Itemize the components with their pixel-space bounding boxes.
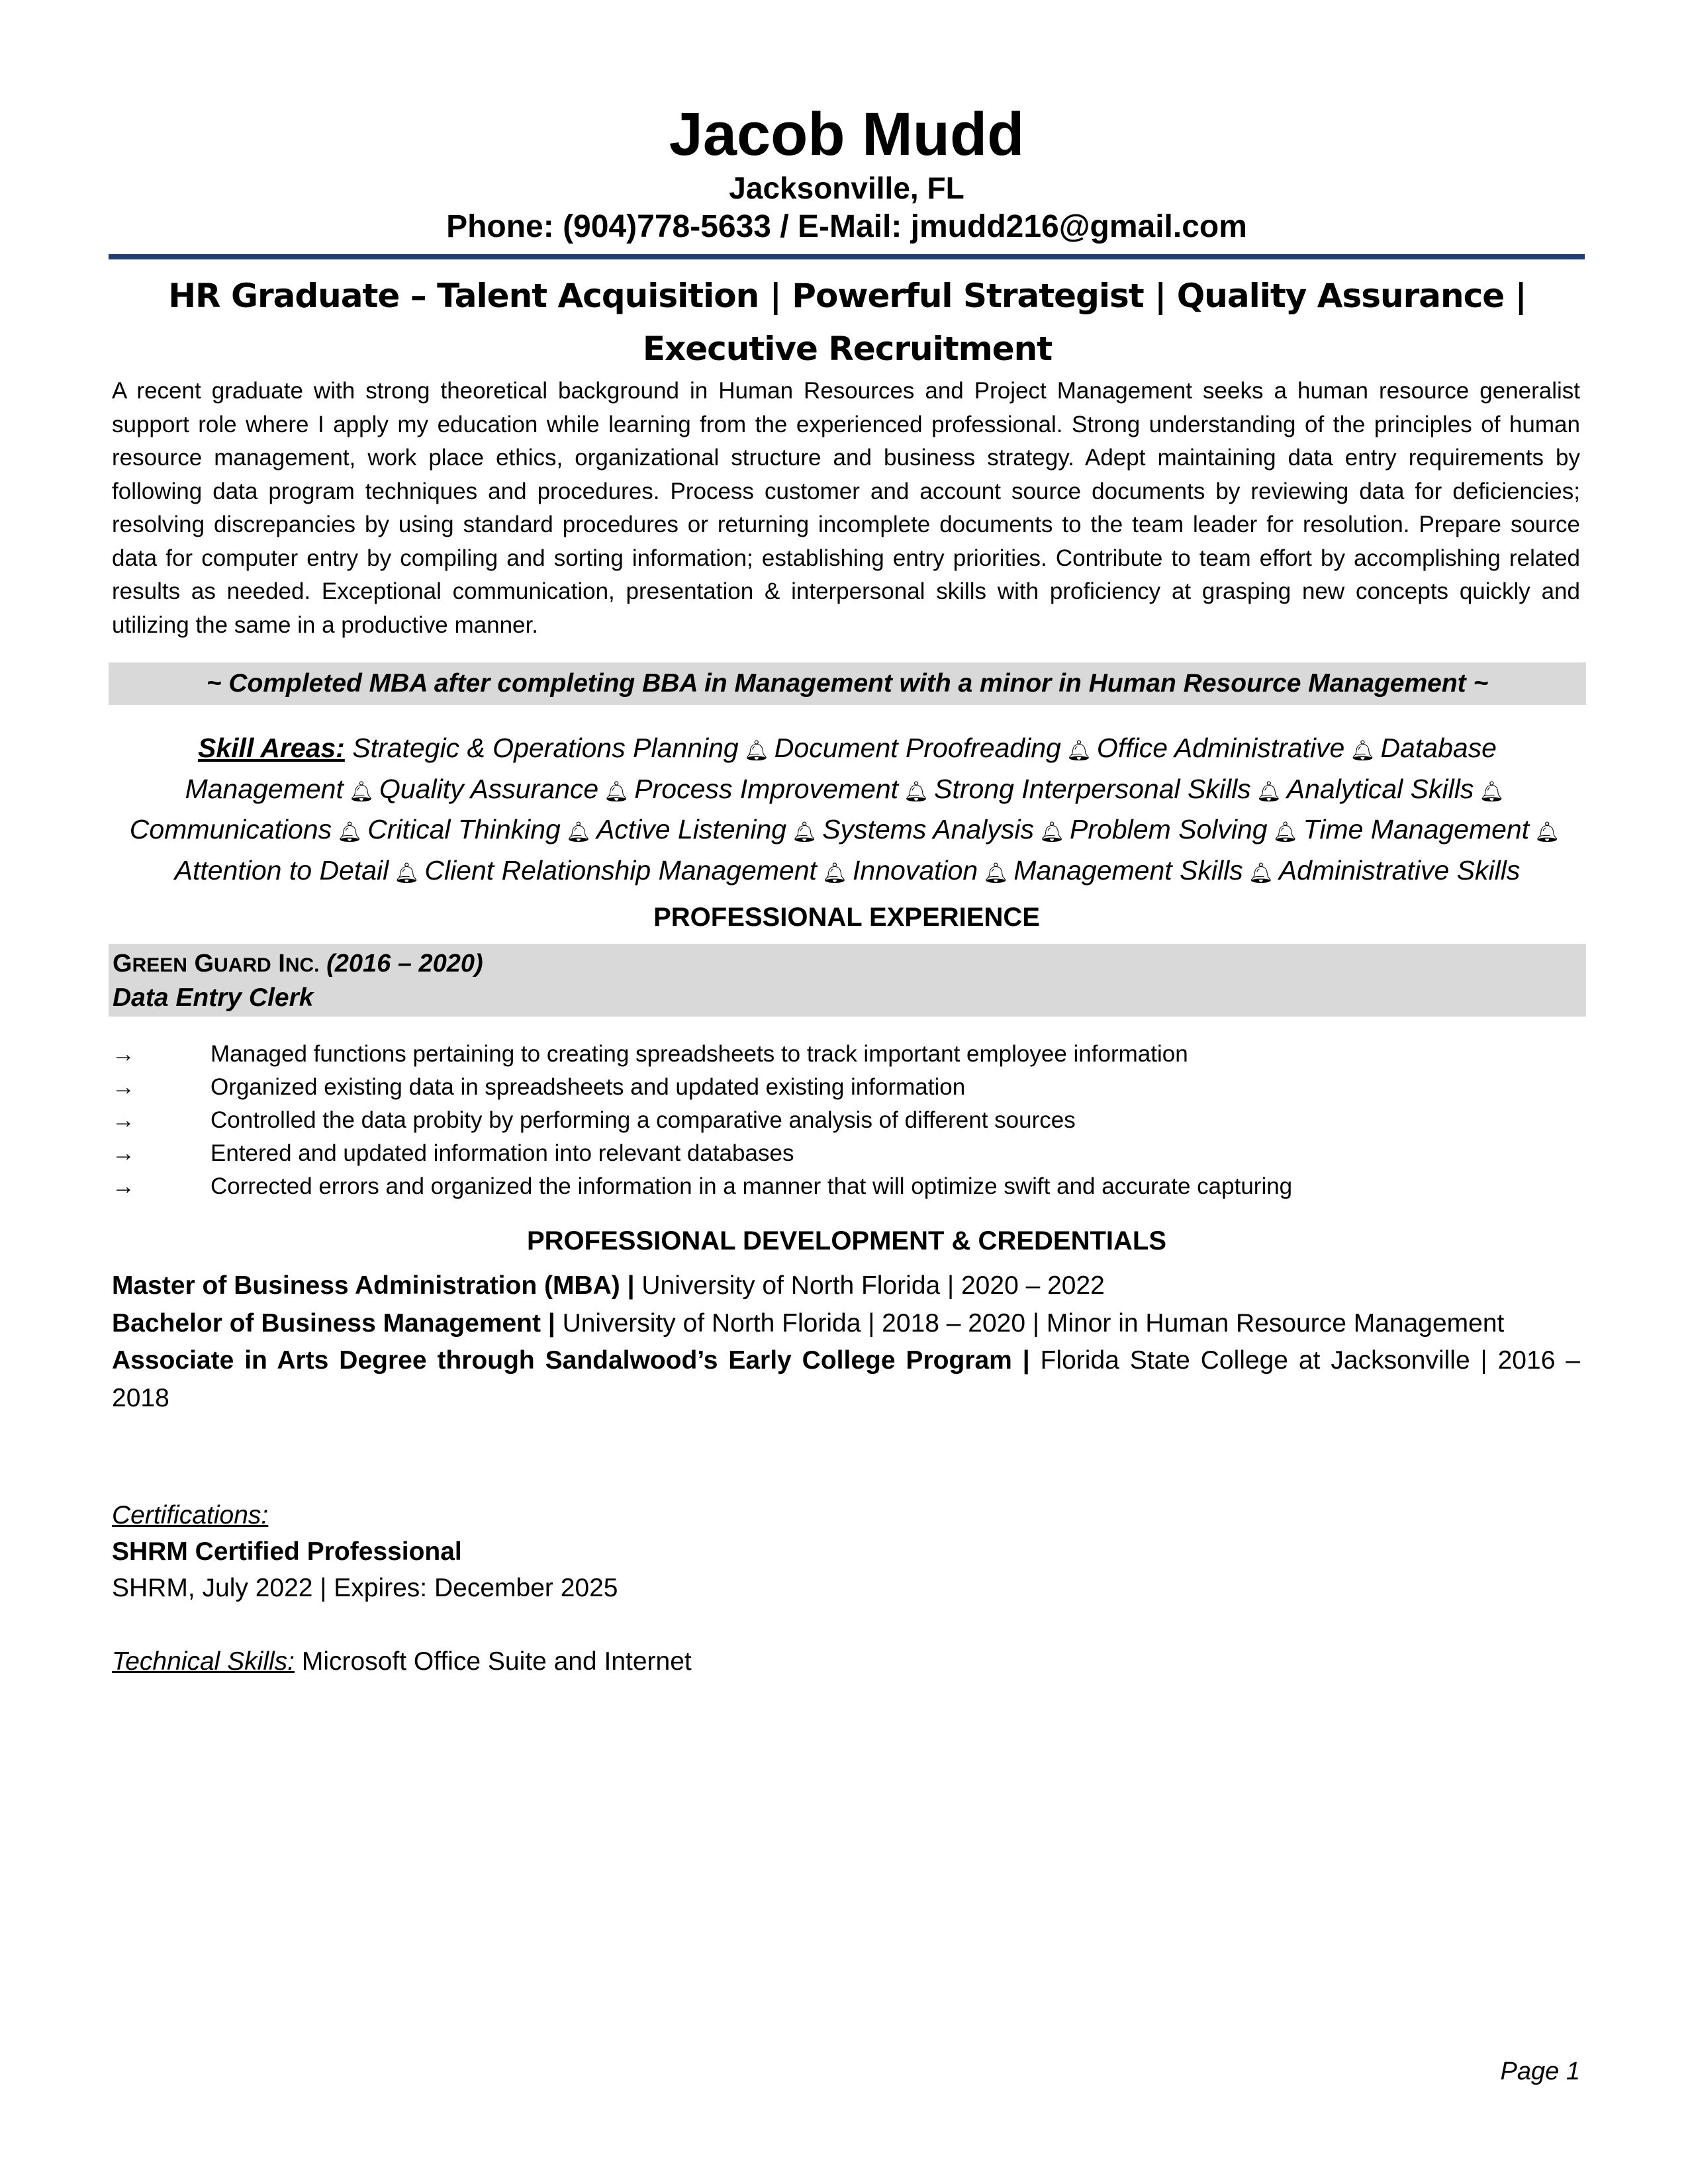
degree-detail: University of North Florida | 2018 – 2020 | Minor in Human Resource Management (562, 1308, 1505, 1338)
arrow-icon: → (112, 1074, 135, 1100)
degree-detail: University of North Florida | 2020 – 2022 (641, 1271, 1105, 1300)
skill-item: Database Management (185, 733, 1497, 804)
skill-item: Strong Interpersonal Skills (934, 773, 1251, 804)
bell-icon: 🔔︎ (1350, 740, 1376, 762)
bell-icon: 🔔︎ (1248, 862, 1274, 884)
bell-icon: 🔔︎ (394, 862, 420, 884)
skill-areas (119, 729, 1575, 892)
bell-icon: 🔔︎ (1272, 821, 1298, 843)
job-role: Data Entry Clerk (113, 983, 314, 1012)
degree-detail: Florida State College at Jacksonville | 2016 – 2018 (112, 1346, 1580, 1412)
section-title-experience: PROFESSIONAL EXPERIENCE (653, 903, 1040, 932)
education-entry (112, 1305, 1580, 1343)
skill-item: Quality Assurance (379, 773, 599, 804)
skill-item: Administrative Skills (1278, 854, 1521, 886)
candidate-name: Jacob Mudd (669, 101, 1025, 168)
skill-item: Process Improvement (634, 773, 899, 804)
technical-skills (112, 1643, 692, 1680)
job-bullet-text: Organized existing data in spreadsheets and updated existing information (211, 1074, 966, 1100)
job-bullet (112, 1104, 1580, 1137)
skill-item: Active Listening (596, 814, 787, 844)
degree-name: Associate in Arts Degree through Sandalwood’s Early College Program | (112, 1346, 1041, 1375)
job-dates: (2016 – 2020) (326, 950, 483, 978)
job-bullet-text: Controlled the data probity by performing a comparative analysis of different sources (211, 1107, 1076, 1133)
section-title-development: PROFESSIONAL DEVELOPMENT & CREDENTIALS (526, 1226, 1166, 1255)
job-bullets (112, 1038, 1580, 1203)
skill-item: Innovation (853, 854, 978, 886)
bell-icon: 🔔︎ (743, 740, 769, 762)
job-bullet (112, 1038, 1580, 1071)
bell-icon: 🔔︎ (348, 780, 374, 803)
job-bullet (112, 1071, 1580, 1104)
job-company-line (113, 948, 483, 981)
skill-item: Management Skills (1013, 854, 1243, 886)
skill-item: Time Management (1303, 814, 1530, 844)
degree-name: Bachelor of Business Management | (112, 1308, 563, 1338)
bell-icon: 🔔︎ (604, 780, 630, 803)
location: Jacksonville, FL (729, 171, 964, 205)
skill-item: Strategic & Operations Planning (352, 733, 739, 763)
technical-skills-value: Microsoft Office Suite and Internet (301, 1647, 692, 1676)
technical-skills-label: Technical Skills: (112, 1647, 295, 1676)
bell-icon: 🔔︎ (565, 821, 591, 843)
bell-icon: 🔔︎ (821, 862, 848, 884)
skill-item: Document Proofreading (774, 733, 1061, 763)
education-entry (112, 1342, 1580, 1417)
skill-item: Critical Thinking (367, 814, 561, 844)
bell-icon: 🔔︎ (1479, 780, 1505, 803)
summary-paragraph: A recent graduate with strong theoretical background in Human Resources and Project Management seeks a human resource generalist support role where I apply my education while learning from the experienced professional. Strong understanding of the principles of human resource management, work place ethics, organizational structure and business strategy. Adept maintaining data entry requirements by following data program techniques and procedures. Process customer and account source documents by reviewing data for deficiencies; resolving discrepancies by using standard procedures or returning incomplete documents to the team leader for resolution. Prepare source data for computer entry by compiling and sorting information; establishing entry priorities. Contribute to team effort by accomplishing related results as needed. Exceptional communication, presentation & interpersonal skills with proficiency at grasping new concepts quickly and utilizing the same in a productive manner. (112, 378, 1580, 638)
education-list (112, 1267, 1580, 1417)
arrow-icon: → (112, 1173, 135, 1199)
company-name: GREEN GUARD INC. (113, 950, 320, 978)
skill-item: Analytical Skills (1286, 773, 1474, 804)
skill-item: Office Administrative (1096, 733, 1345, 763)
skill-list (130, 733, 1565, 886)
job-bullet (112, 1137, 1580, 1170)
header-divider (109, 254, 1585, 259)
job-header (109, 944, 1586, 1017)
bell-icon: 🔔︎ (792, 821, 818, 843)
skill-item: Problem Solving (1070, 814, 1268, 844)
page-number: Page 1 (1500, 2058, 1580, 2085)
arrow-icon: → (112, 1140, 135, 1166)
skill-areas-label: Skill Areas: (198, 733, 345, 763)
arrow-icon: → (112, 1041, 135, 1067)
job-bullet-text: Entered and updated information into relevant databases (211, 1140, 794, 1166)
education-entry (112, 1267, 1580, 1305)
degree-name: Master of Business Administration (MBA) | (112, 1271, 642, 1300)
bell-icon: 🔔︎ (337, 821, 363, 843)
arrow-icon: → (112, 1107, 135, 1133)
bell-icon: 🔔︎ (1039, 821, 1065, 843)
bell-icon: 🔔︎ (983, 862, 1009, 884)
bell-icon: 🔔︎ (1534, 821, 1560, 843)
education-banner: ~ Completed MBA after completing BBA in Management with a minor in Human Resource Management ~ (109, 662, 1586, 705)
skill-item: Attention to Detail (174, 854, 389, 886)
job-bullet-text: Managed functions pertaining to creating spreadsheets to track important employee information (211, 1041, 1188, 1067)
contact-info: Phone: (904)778-5633 / E-Mail: jmudd216@gmail.com (446, 209, 1247, 244)
skill-item: Systems Analysis (822, 814, 1034, 844)
certifications (112, 1497, 1580, 1606)
certifications-label: Certifications: (112, 1501, 269, 1529)
certification-name: SHRM Certified Professional (112, 1537, 462, 1566)
bell-icon: 🔔︎ (1066, 740, 1092, 762)
bell-icon: 🔔︎ (904, 780, 929, 803)
certification-detail: SHRM, July 2022 | Expires: December 2025 (112, 1574, 618, 1602)
job-bullet (112, 1170, 1580, 1203)
bell-icon: 🔔︎ (1256, 780, 1282, 803)
job-bullet-text: Corrected errors and organized the information in a manner that will optimize swift and accurate capturing (211, 1173, 1293, 1199)
skill-item: Client Relationship Management (424, 854, 817, 886)
headline: HR Graduate – Talent Acquisition | Powerful Strategist | Quality Assurance | Executive Recruitment (168, 277, 1526, 368)
skill-item: Communications (129, 814, 332, 844)
